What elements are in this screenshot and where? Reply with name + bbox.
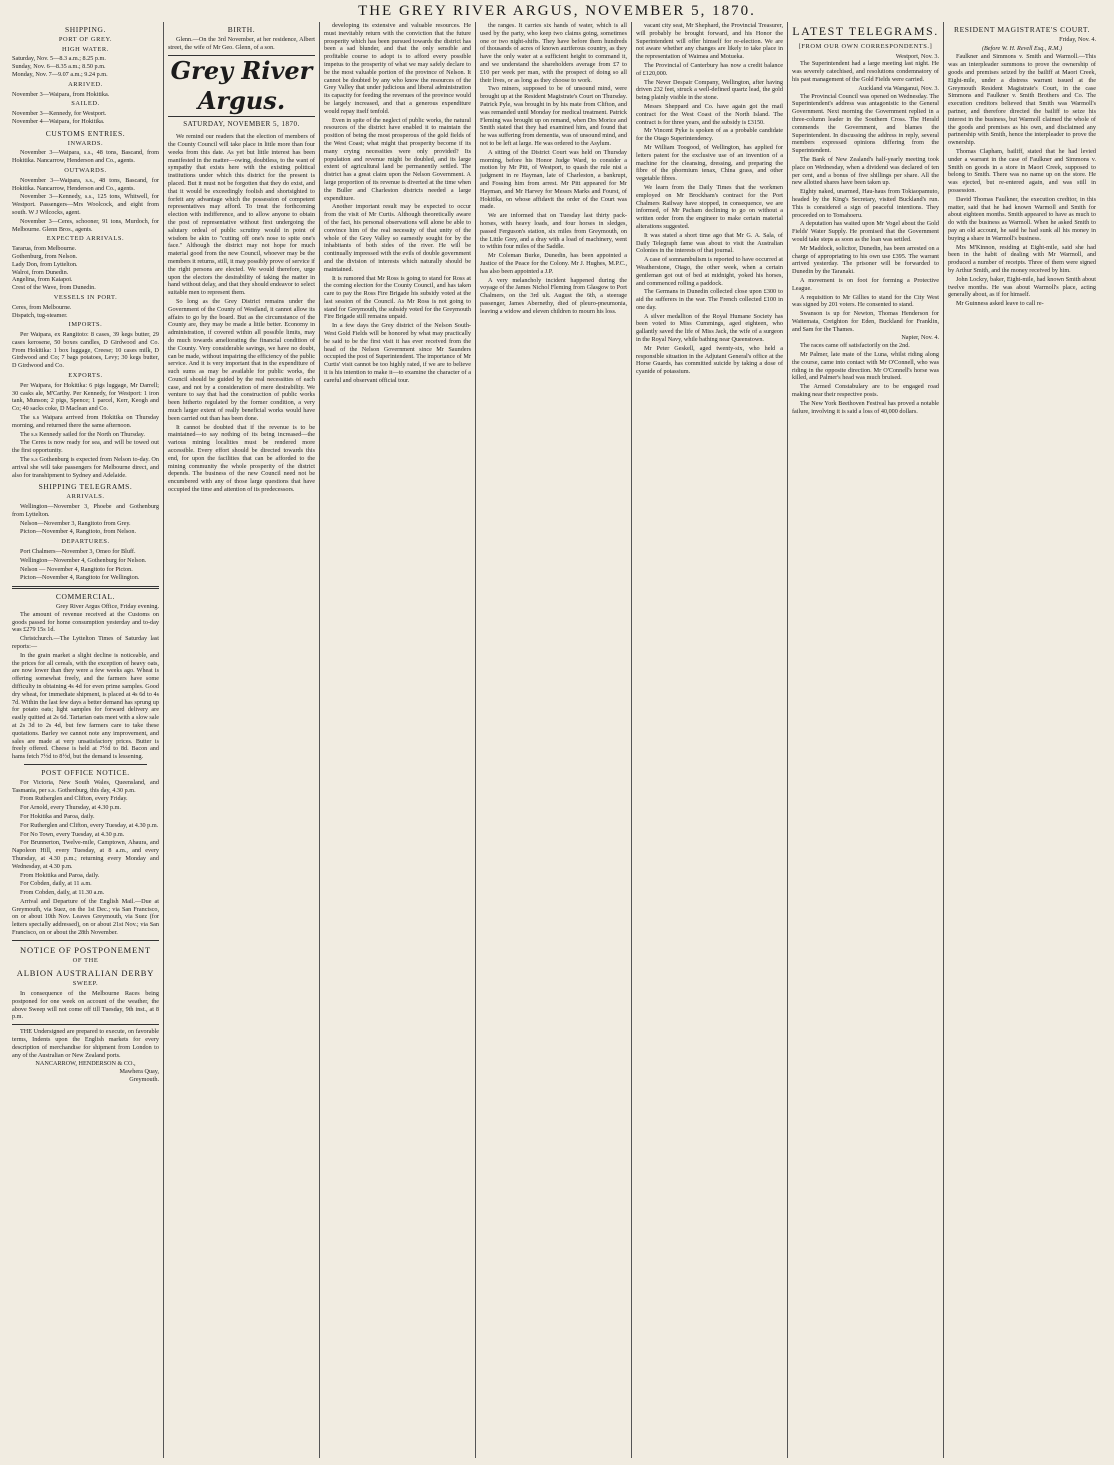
post-item: For No Town, every Tuesday, at 4.30 p.m. <box>20 830 125 838</box>
notice-title: NOTICE OF POSTPONEMENT <box>20 944 151 955</box>
telegram-paragraph: The Provincial Council was opened on Wednesday. The Superintendent's address was antagonistic to the General Government. Next morning the Government replied in a three-column leader in the Southern Cross. The Herald commends the Government, and blames the Superintendent. In discussing the address in reply, several members expressed opinions differing from the Superintendent. <box>792 92 939 155</box>
telegram-dateline: Auckland via Wanganui, Nov. 3. <box>858 84 939 92</box>
post-item: From Cobden, daily, at 11.30 a.m. <box>20 889 105 897</box>
telegrams-heading: SHIPPING TELEGRAMS. <box>38 482 133 492</box>
arrived-heading: ARRIVED. <box>68 80 103 88</box>
notice-sweep: SWEEP. <box>72 980 99 988</box>
news-paragraph: the ranges. It carries six hands of water, which is all used by the party, who keep two claims going, sometimes one or two night-shifts. They have before them hundreds of thousands of acres of known auriferous country, as they have the only water at a sufficient height to command it, and we understand the shareholders average from £7 to £10 per week per man, with the prospect of doing so all their lives, or as long as they choose to work. <box>480 22 627 84</box>
telegram-paragraph: Mr Maddock, solicitor, Dunedin, has been arrested on a charge of appropriating to his own use £395. The warrant arrived yesterday. The prisoner will be forwarded to Dunedin by the Taranaki. <box>792 244 939 276</box>
imports-heading: IMPORTS. <box>68 321 103 329</box>
news-paragraph: Mr Vincent Pyke is spoken of as a probable candidate for the Otago Superintendency. <box>636 127 783 143</box>
post-item: From Hokitika and Paroa, daily. <box>20 871 100 879</box>
news-paragraph: A case of somnambulism is reported to have occurred at Weatherstone, Otago, the other week, when a certain gentleman got out of bed at midnight, yoked his horses, and commenced rolling a paddock. <box>636 256 784 287</box>
advertisement-town: Greymouth. <box>129 1076 159 1084</box>
news-paragraph: vacant city seat, Mr Shephard, the Provincial Treasurer, will probably be brought forward, and his Honor the Superintendent will offer himself for re-election. We are not aware whether any changes are likely to take place in the representation of Waimea and Motueka. <box>636 22 783 61</box>
news-paragraph: Mr Coleman Burke, Dunedin, has been appointed a Justice of the Peace for the Colony. Mr J. Hughes, M.P.C., has also been appointed a J.P. <box>480 252 627 275</box>
telegram-dateline: Westport, Nov. 3. <box>895 52 939 60</box>
high-water-line: Saturday, Nov. 5—8.3 a.m.; 8.25 p.m. <box>12 55 106 63</box>
newspaper-nameplate: Grey River Argus. <box>168 55 315 117</box>
exports-text: Per Waipara, for Hokitika: 6 pigs luggage, Mr Darrell; 30 casks ale, M'Carthy. Per Kennedy, for Westport: 1 iron tank, Munson; 2 pigs, Spence; 1 parcel, Kerr, Keogh and Co; 40 sacks coke, D Maclean and Co. <box>12 381 159 413</box>
news-paragraph: Even in spite of the neglect of public works, the natural resources of the district have enabled it to maintain the position of being the most prosperous of the gold fields of the West Coast; what might that prosperity become if its many crying necessities were only provided? Its population and revenue might be doubled, and its large extent of agricultural land be permanently settled. The district has a great claim upon the Nelson Government. A large proportion of its revenue is diverted at the time when the Buller and Charleston districts needed a large expenditure. <box>324 116 471 202</box>
sailed-heading: SAILED. <box>71 100 100 108</box>
news-paragraph: The Provincial of Canterbury has now a credit balance of £120,000. <box>636 61 783 77</box>
expected-line: Tararua, from Melbourne. <box>12 245 77 253</box>
exports-heading: EXPORTS. <box>68 372 103 380</box>
expected-heading: EXPECTED ARRIVALS. <box>46 235 125 243</box>
news-paragraph: A very melancholy incident happened during the voyage of the James Nichol Fleming from Glasgow to Port Chalmers, on the 3rd ult. August the 6th, a steerage passenger, James Abernethy, died of pleuro-pneumonia, leaving a widow and eleven children to mourn his loss. <box>480 276 627 315</box>
correspondents-note: [FROM OUR OWN CORRESPONDENTS.] <box>798 42 933 50</box>
birth-heading: BIRTH. <box>227 25 256 34</box>
tele-arrival: Nelson—November 3, Rangitoto from Grey. <box>20 519 131 527</box>
shipping-note: The Ceres is now ready for sea, and will be towed out the first opportunity. <box>12 439 159 455</box>
post-item: For Hokitika and Paroa, daily. <box>20 812 95 820</box>
tele-departure: Nelson — November 4, Rangitoto for Picton. <box>20 565 133 573</box>
telegram-paragraph: Mr Palmer, late mate of the Luna, whilst riding along the course, came into contact with Mr O'Connell, who was riding in the opposite direction. Mr O'Connell's horse was killed, and Palmer's head was much bruised. <box>792 351 939 382</box>
column-court <box>944 22 1100 1458</box>
high-water-line: Monday, Nov. 7—9.07 a.m.; 9.24 p.m. <box>12 70 108 78</box>
newspaper-page <box>8 22 1108 1458</box>
editorial-dateline: SATURDAY, NOVEMBER 5, 1870. <box>183 120 300 129</box>
shipping-note: The s.s Kennedy sailed for the North on Thursday. <box>20 430 145 438</box>
news-paragraph: We are informed that on Tuesday last thirty pack-horses, with heavy loads, and four horses in sledges, passed Ferguson's station, six miles from Greymouth, on the Little Grey, and a dray with a load of machinery, went to within four miles of the Saddle. <box>480 212 627 251</box>
telegram-paragraph: A requisition to Mr Gillies to stand for the City West was signed by 201 voters. He consented to stand. <box>792 293 939 309</box>
advertisement-body: THE Undersigned are prepared to execute, on favorable terms, Indents upon the English markets for every description of merchandise for shipment from London to any of the Australian or New Zealand ports. <box>12 1028 159 1059</box>
outwards-entry: November 3—Waipara, s.s., 48 tons, Bascand, for Hokitika. Nancarrow, Henderson and Co., agents. <box>12 176 159 192</box>
inwards-heading: INWARDS. <box>67 139 104 147</box>
post-item: For Victoria, New South Wales, Queensland, and Tasmania, per s.s. Gothenburg, this day, 4.30 p.m. <box>12 778 159 794</box>
commercial-text: In the grain market a slight decline is noticeable, and the prices for all cereals, with the exception of heavy oats, are now lower than they were a few weeks ago. Wheat is offering somewhat freely, and the farmers have some difficulty in obtaining 4s 4d for even prime samples. Good dry wheat, for immediate shipment, is placed at 4s 6d to 4s 7d. Within the last few days a better demand has sprung up for potato oats; light samples for forward delivery are easily quitted at 2s 6d. Tartarian oats meet with a slow sale at 2s 3d to 2s 4d, but few farmers care to take these quotations. Barley we cannot note any improvement, and sales are made at very unsatisfactory prices. Butter is freely offered. Cheese is held at 7½d to 8d. Bacon and hams fetch 7½d to 8½d, but the demand is lessening. <box>12 651 159 761</box>
notice-body: In consequence of the Melbourne Races being postponed for one week on account of the weather, the above Sweep will not come off till Tuesday, 9th inst., at 8 p.m. <box>12 990 159 1021</box>
commercial-heading: COMMERCIAL. <box>55 592 116 602</box>
telegram-paragraph: A movement is on foot for forming a Protective League. <box>792 276 939 292</box>
vessel-line: Ceres, from Melbourne. <box>12 303 72 311</box>
court-paragraph: Mrs M'Kinnon, residing at Eight-mile, said she had been in the habit of dealing with Mr Warmoll, and produced a number of receipts. Three of them were signed by Arthur Smith, and the money received by him. <box>948 243 1096 274</box>
column-news-3 <box>632 22 788 1458</box>
telegram-dateline: Napier, Nov. 4. <box>901 334 939 342</box>
high-water-heading: HIGH WATER. <box>62 45 109 53</box>
port-heading: PORT OF GREY. <box>58 35 113 43</box>
telegram-paragraph: The New York Beethoven Festival has proved a notable failure, involving it is said a loss of 40,000 dollars. <box>792 399 939 415</box>
divider <box>12 1024 159 1025</box>
news-paragraph: developing its extensive and valuable resources. He must inevitably return with the conviction that the future prosperity which has been pursued towards the district has been a sad blunder, and that the only sensible and profitable course to adopt is to afford every possible impetus to the prosperity of what we may safely declare to be the most valuable portion of the province of Nelson. It cannot be doubted by any who know the resources of the Grey Valley that under judicious and liberal administration its capacity for feeding the revenues of the province would be largely increased, and that a generous expenditure would repay itself tenfold. <box>324 22 471 115</box>
expected-line: Crest of the Wave, from Dunedin. <box>12 284 96 292</box>
post-item: For Arnold, every Thursday, at 4.30 p.m. <box>20 804 122 812</box>
court-paragraph: Faulkner and Simmons v. Smith and Warmoll.—This was an interpleader summons to prove the ownership of goods and premises seized by the bailiff at Maori Creek, Eight-mile, under a distress warrant issued at the Greymouth Resident Magistrate's Court, in the case Simmons and Faulkner v. Smith Brothers and Co. The execution creditors believed that Smith was Warmoll's partner, and therefore directed the bailiff to seize his interest in the business, but Warmoll claimed the whole of the goods and premises as his own, and disclaimed any partnership with Smith, hence the interpleader to prove the ownership. <box>948 53 1096 147</box>
court-paragraph: John Lockry, baker, Eight-mile, had known Smith about twelve months. He was about Warmoll's place, acting generally about, as if for himself. <box>948 275 1096 299</box>
news-paragraph: Mr Peter Geskell, aged twenty-six, who held a responsible situation in the Adjutant General's office at the Horse Guards, has committed suicide by taking a dose of cyanide of potassium. <box>636 344 783 376</box>
column-telegrams <box>788 22 944 1458</box>
vessel-line: Dispatch, tug-steamer. <box>12 311 68 319</box>
news-paragraph: The Never Despair Company, Wellington, after having driven 232 feet, struck a well-defined quartz lead, the gold being plainly visible in the stone. <box>636 78 783 102</box>
shipping-note: The s.s Waipara arrived from Hokitika on Thursday morning, and returned there the same afternoon. <box>12 414 159 429</box>
court-paragraph: David Thomas Faulkner, the execution creditor, in this matter, said that he had known Warmoll and Smith for about eighteen months. Smith appeared to have as much to do with the business as Warmoll. When he asked Smith to pay an old account, he said he had sunk all his money in buying a share in Warmoll's business. <box>948 195 1096 242</box>
shipping-heading: SHIPPING. <box>64 25 107 34</box>
divider <box>12 586 159 589</box>
high-water-line: Sunday, Nov. 6—8.35 a.m.; 8.50 p.m. <box>12 63 106 71</box>
expected-line: Lady Don, from Lyttelton. <box>12 260 78 268</box>
imports-text: Per Waipara, ex Rangitoto: 8 cases, 39 kegs butter, 29 cases kerosene, 50 boxes candles, D Girdwood and Co. From Hokitika: 1 box luggage, Creese; 10 cases milk, D Girdwood and Co; 7 bags potatoes, Levy; 30 kegs butter, D Girdwood and Co. <box>12 331 159 370</box>
birth-notice: Glenn.—On the 3rd November, at her residence, Albert street, the wife of Mr Geo. Glenn, of a son. <box>168 35 315 51</box>
shipping-note: The s.s Gothenburg is expected from Nelson to-day. On arrival she will take passengers for Melbourne direct, and also for transhipment to Sydney and Adelaide. <box>12 456 159 479</box>
editorial-paragraph: It cannot be doubted that if the revenue is to be maintained—to say nothing of its being increased—the various mining localities must be rendered more accessible. Every effort should be directed towards this end, for upon the facilities that can be afforded to the mining community the whole prosperity of the district depends. The business of the new Council need not be encumbered with any of those large questions that have occupied the time and attention of its predecessors. <box>168 423 315 494</box>
column-news-1 <box>320 22 476 1458</box>
news-paragraph: A sitting of the District Court was held on Thursday morning, before his Honor Judge Ward, to consider a motion by Mr Pitt, of Westport, to quash the rule nisi a judgment in re Hayman, late of Charleston, a bankrupt, and Fossing him from arrest. Mr Pitt appeared for Mr Hayman, and Mr Harvey for Messrs Marks and Fourst, of Hokitika, on whose affidavit the order of the Court was made. <box>480 148 627 211</box>
court-paragraph: Mr Guinness asked leave to call re- <box>956 300 1044 308</box>
commercial-dateline: Grey River Argus Office, Friday evening. <box>55 603 159 610</box>
commercial-text: The amount of revenue received at the Customs on goods passed for home consumption yesterday and to-day was £279 15s 1d. <box>12 610 159 634</box>
post-office-heading: POST OFFICE NOTICE. <box>41 767 130 777</box>
expected-line: Walroi, from Dunedin. <box>12 268 69 276</box>
divider <box>12 940 159 941</box>
tele-departure: Port Chalmers—November 3, Omeo for Bluff. <box>20 548 136 556</box>
news-paragraph: We learn from the Daily Times that the workmen employed on Mr Brockham's contract for the Port Chalmers Railway have stopped, in consequence, we are informed, of Mr Pacham declining to go on without a written order from the engineer to make certain material alterations suggested. <box>636 183 783 230</box>
news-paragraph: A silver medallion of the Royal Humane Society has been voted to Miss Cummings, aged eighteen, who gallantly saved the life of Miss Jack, the wife of a surgeon in the Royal Navy, while bathing near Queenstown. <box>636 312 783 344</box>
telegram-paragraph: The Armed Constabulary are to be engaged road making near their respective posts. <box>792 383 939 399</box>
telegram-paragraph: The races came off satisfactorily on the 2nd. <box>800 342 910 350</box>
notice-event: ALBION AUSTRALIAN DERBY <box>16 968 155 979</box>
news-paragraph: It is rumored that Mr Ross is going to stand for Ross at the coming election for the County Council, and has taken care to pay the Ross Fire Brigade his subsidy voted at the last session of the Council. As Mr Ross is not going to stand for Greymouth, the subsidy voted for the Greymouth Fire Brigade still remains unpaid. <box>324 274 471 321</box>
tele-arrivals-heading: ARRIVALS. <box>66 493 105 501</box>
expected-line: Gothenburg, from Nelson. <box>12 252 78 260</box>
column-editorial <box>164 22 320 1458</box>
telegram-paragraph: Swanson is up for Newton, Thomas Henderson for Waitemata, Creighton for Eden, Buckland for Franklin, and Sam for the Thames. <box>792 310 939 333</box>
court-paragraph: Thomas Clapham, bailiff, stated that he had levied under a warrant in the case of Faulkner and Simmons v. Smith on goods in a store in Maori Creek, supposed to belong to Smith. There was no name up on the store. He was ejected, but re-entered again, and was still in possession. <box>948 147 1096 194</box>
news-paragraph: Mr William Toogood, of Wellington, has applied for letters patent for the exclusive use of an invention of a machine for the cleansing, dressing, and preparing the fibre of the phormium tenax, China grass, and other vegetable fibres. <box>636 143 783 183</box>
editorial-paragraph: So long as the Grey District remains under the Government of the County of Westland, it cannot allow its affairs to go by the board. But as the circumstance of the County are, they may be made a little better. Economy in administration, if covered within all possible limits, may do much towards ameliorating the financial condition of the County. Very considerable savings, we have no doubt, can be made, without impairing the efficiency of the public service. And it is very important that in the expenditure of such sums as may be available for public works, the Council should be guided by the real necessities of each case, and not by a consideration of mere desirability. We venture to say that had the construction of public works been hitherto regulated by the former condition, a very much larger extent of really beneficial works would have been carried out than has been done. <box>168 297 315 422</box>
outwards-entry: November 3—Ceres, schooner, 91 tons, Murdoch, for Melbourne. Glenn Bros., agents. <box>12 217 159 233</box>
arrived-line: November 3—Waipara, from Hokitika. <box>12 90 110 98</box>
court-dateline: Friday, Nov. 4. <box>1059 35 1096 43</box>
sailed-line: November 4—Waipara, for Hokitika. <box>12 117 105 125</box>
news-paragraph: Another important result may be expected to occur from the visit of Mr Curtis. Although theoretically aware of the fact, his personal observations will alone be able to convince him of the real necessity of that unity of the whole of the Grey Valley so earnestly sought for by the inhabitants of both sides of the river. He will be continually impressed with the evils of double government and the division of interests which naturally should be maintained. <box>324 203 471 273</box>
post-item: From Rutherglen and Clifton, every Friday. <box>20 795 128 803</box>
tele-arrival: Wellington—November 3, Phoebe and Gothenburg from Lyttelton. <box>12 503 159 518</box>
column-shipping <box>8 22 164 1458</box>
tele-departure: Picton—November 4, Rangitoto for Wellington. <box>20 574 140 582</box>
masthead: THE GREY RIVER ARGUS, NOVEMBER 5, 1870. <box>358 3 756 19</box>
telegram-paragraph: Eighty naked, unarmed, Hau-haus from Tokiaopamuto, headed by the King's Secretary, visited Buckland's run. This is considered a sign of peaceful intentions. They proceeded on to Tomahoeru. <box>792 188 939 219</box>
advertisement-address: Mawhera Quay, <box>119 1068 159 1076</box>
tele-departures-heading: DEPARTURES. <box>61 538 110 546</box>
post-item: Arrival and Departure of the English Mail.—Due at Greymouth, via Suez, on the 1st Dec.; via San Francisco, on or about 10th Nov. Leaves Greymouth, via Suez (for letters specially addressed), on or about 21st Nov.; via San Francisco, on or about the 28th November. <box>12 897 159 937</box>
commercial-text: Christchurch.—The Lyttelton Times of Saturday last reports:— <box>12 635 159 650</box>
news-paragraph: Messrs Sheppard and Co. have again got the mail contract for the West Coast of the North Island. The contract is for three years, and the subsidy is £3150. <box>636 102 783 126</box>
tele-departure: Wellington—November 4, Gothenburg for Nelson. <box>20 556 147 564</box>
outwards-heading: OUTWARDS. <box>64 166 107 174</box>
latest-telegrams-heading: LATEST TELEGRAMS. <box>792 24 939 38</box>
inwards-entry: November 3—Waipara, s.s., 48 tons, Bascand, from Hokitika. Nancarrow, Henderson and Co., agents. <box>12 149 159 165</box>
court-heading: RESIDENT MAGISTRATE'S COURT. <box>954 25 1090 34</box>
vessels-heading: VESSELS IN PORT. <box>53 293 118 301</box>
telegram-paragraph: A deputation has waited upon Mr Vogel about the Gold Fields' Water Supply. He promised that the Government would take steps as soon as the loan was settled. <box>792 220 939 243</box>
telegram-paragraph: The Superintendent had a large meeting last night. He was severely catechised, and resolutions condemnatory of his past management of the Gold Fields were carried. <box>792 60 939 83</box>
outwards-entry: November 3—Kennedy, s.s., 125 tons, Whitwell, for Westport. Passengers—Mrs Woolcock, and eight from south. W J Wilcocks, agent. <box>12 193 159 216</box>
customs-heading: CUSTOMS ENTRIES. <box>45 128 126 138</box>
column-news-2 <box>476 22 632 1458</box>
tele-arrival: Picton—November 4, Rangitoto, from Nelson. <box>20 528 137 536</box>
post-item: For Cobden, daily, at 11 a.m. <box>20 880 92 888</box>
sailed-line: November 3—Kennedy, for Westport. <box>12 110 107 118</box>
post-item: For Brunnerton, Twelve-mile, Camptown, Ahaura, and Napoleon Hill, every Tuesday, at 8 a.m., and every Thursday, at 4.30 p.m.; returning every Monday and Wednesday, at 4.30 p.m. <box>12 839 159 870</box>
divider <box>804 39 927 40</box>
news-paragraph: Two miners, supposed to be of unsound mind, were brought up at the Resident Magistrate's Court on Thursday. Patrick Pyle, was brought in by his mate from Clifton, and was remanded until Monday for medical treatment. Patrick Fleming was brought up on remand, when Drs Morice and Smith stated that they had examined him, and found that he was suffering from dementia, was of unsound mind, and not to be left at large. He was ordered to the Asylum. <box>480 85 627 147</box>
court-bench: (Before W. H. Revell Esq., R.M.) <box>981 44 1063 52</box>
telegram-paragraph: The Bank of New Zealand's half-yearly meeting took place on Wednesday, when a dividend was declared of ten per cent, and a bonus of five shillings per share. All the new allotted shares have been taken up. <box>792 155 939 187</box>
news-paragraph: It was stated a short time ago that Mr G. A. Sala, of Daily Telegraph fame was about to visit the Australian Colonies in the interests of that journal. <box>636 231 783 255</box>
editorial-paragraph: We remind our readers that the election of members of the County Council will take place in little more than four weeks from this date. As yet but little interest has been manifested in the matter—owing, doubtless, to the want of sympathy that exists here with the existing political institutions under which this district for the present is placed. But it must not be forgotten that they do exist, and that it would be exceedingly foolish and shortsighted to forfeit any advantage which the possession of competent representatives may afford. To treat the forthcoming election with indifference, and to allow anyone to obtain the post of representative without first undergoing the salutary ordeal of public scrutiny would in point of wisdom be akin to "cutting off one's nose to spite one's face." Although the district may not hope for much material good from the new Council, whoever may be the members it returns, still, it may possibly prove of service if the right persons are elected. We would therefore, urge upon the electors the desirability of taking the matter in hand without delay, and that they should endeavor to select suitable men to represent them. <box>168 133 315 297</box>
expected-line: Angelina, from Kaiapoi. <box>12 276 73 284</box>
advertisement-firm: NANCARROW, HENDERSON & CO., <box>35 1060 136 1068</box>
news-paragraph: The Germans in Dunedin collected close upon £300 to aid the sufferers in the war. The French collected £100 in one day. <box>636 288 783 311</box>
post-item: For Rutherglen and Clifton, every Tuesday, at 4.30 p.m. <box>20 821 159 829</box>
divider <box>24 764 147 765</box>
news-paragraph: In a few days the Grey district of the Nelson South-West Gold Fields will be honored by what may practically be said to be the first visit it has ever received from the head of the Nelson Government since Mr Saunders occupied the post of Superintendent. The importance of Mr Curtis' visit cannot be too highly rated, if we are to believe it is his intention to make it—to examine the character of a careful and observant official tour. <box>324 322 471 384</box>
notice-of: OF THE <box>72 956 99 964</box>
